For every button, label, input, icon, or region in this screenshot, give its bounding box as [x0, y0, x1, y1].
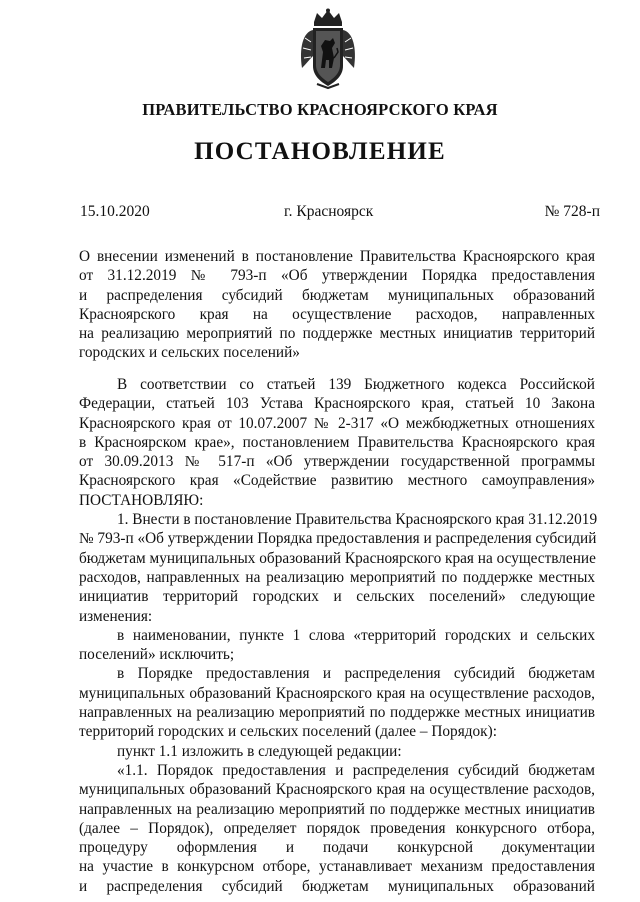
- body-line: (далее – Порядок), определяет порядок проведения конкурсного отбора,: [79, 819, 595, 837]
- body-line: муниципальных образований Красноярского края на осуществление расходов,: [79, 684, 595, 702]
- subject-line: О внесении изменений в постановление Правительства Красноярского края: [79, 248, 595, 265]
- body-line: «1.1. Порядок предоставления и распределения субсидий бюджетам: [117, 761, 595, 779]
- document-date: 15.10.2020: [80, 203, 150, 220]
- document-city: г. Красноярск: [284, 203, 374, 220]
- organization-heading: ПРАВИТЕЛЬСТВО КРАСНОЯРСКОГО КРАЯ: [142, 100, 498, 119]
- body-line: пункт 1.1 изложить в следующей редакции:: [117, 742, 402, 760]
- body-line: муниципальных образований Красноярского края на осуществление расходов,: [79, 781, 595, 799]
- body-line: ПОСТАНОВЛЯЮ:: [79, 491, 204, 509]
- body-line: № 793-п «Об утверждении Порядка предоставления и распределения субсидий: [79, 530, 597, 548]
- subject-line: Красноярского края на осуществление расходов, направленных: [79, 305, 595, 323]
- body-line: в Порядке предоставления и распределения субсидий бюджетам: [117, 665, 595, 683]
- body-line: на участие в конкурсном отборе, устанавливает механизм предоставления: [79, 858, 595, 876]
- subject-line: городских и сельских поселений»: [79, 344, 300, 362]
- document-number: № 728-п: [544, 203, 600, 220]
- body-line: В соответствии со статьей 139 Бюджетного кодекса Российской: [117, 376, 595, 393]
- body-line: бюджетам муниципальных образований Красноярского края на осуществление: [79, 549, 596, 567]
- body-line: от 30.09.2013 № 517-п «Об утверждении государственной программы: [79, 453, 595, 471]
- subject-line: на реализацию мероприятий по поддержке местных инициатив территорий: [79, 325, 595, 343]
- document-body: [79, 375, 598, 896]
- document-subject: [79, 247, 595, 363]
- body-line: 1. Внести в постановление Правительства Красноярского края 31.12.2019: [117, 511, 598, 529]
- body-line: Федерации, статьей 103 Устава Красноярского края, статьей 10 Закона: [79, 395, 595, 413]
- body-line: направленных на реализацию мероприятий по поддержке местных инициатив: [79, 800, 595, 818]
- subject-line: и распределения субсидий бюджетам муниципальных образований: [79, 286, 595, 304]
- body-line: и распределения субсидий бюджетам муниципальных образований: [79, 877, 595, 895]
- document-type-title: ПОСТАНОВЛЕНИЕ: [194, 138, 446, 165]
- body-line: территорий городских и сельских поселений (далее – Порядок):: [79, 723, 497, 741]
- body-line: поселений» исключить;: [79, 646, 235, 664]
- body-line: Красноярского края от 10.07.2007 № 2-317 «О межбюджетных отношениях: [79, 414, 595, 432]
- body-line: процедуру оформления и подачи конкурсной документации: [79, 839, 595, 857]
- coat-of-arms-icon: [297, 8, 359, 90]
- body-line: направленных на реализацию мероприятий по поддержке местных инициатив: [79, 704, 595, 722]
- body-line: в Красноярском крае», постановлением Правительства Красноярского края: [79, 433, 595, 451]
- body-line: изменения:: [79, 607, 153, 625]
- body-line: Красноярского края «Содействие развитию местного самоуправления»: [79, 472, 595, 490]
- body-line: расходов, направленных на реализацию мероприятий по поддержке местных: [79, 568, 595, 586]
- subject-line: от 31.12.2019 № 793-п «Об утверждении Порядка предоставления: [79, 267, 595, 285]
- body-line: в наименовании, пункте 1 слова «территорий городских и сельских: [117, 626, 595, 644]
- body-line: инициатив территорий городских и сельских поселений» следующие: [79, 588, 595, 606]
